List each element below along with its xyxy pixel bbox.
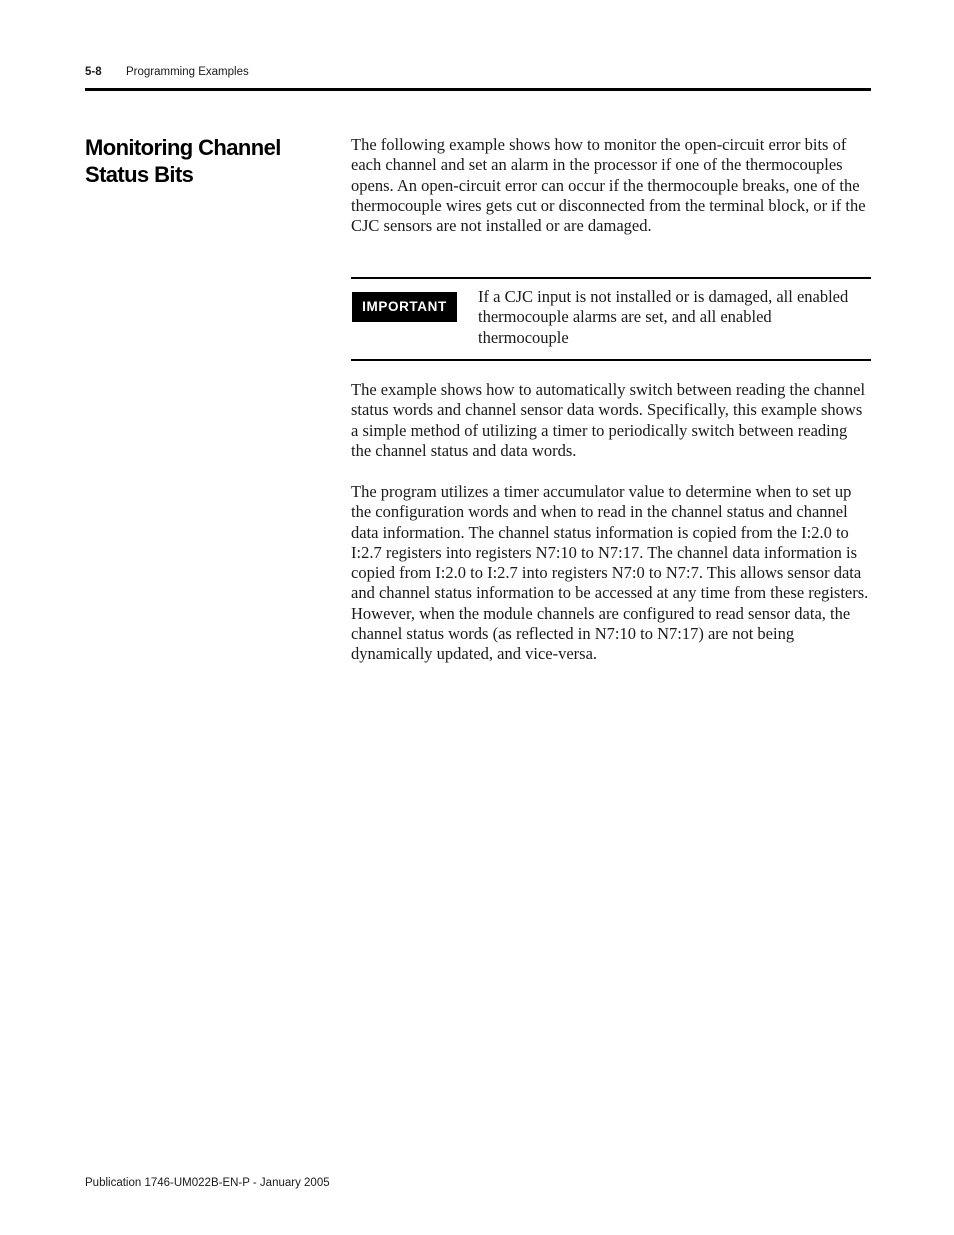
important-label: IMPORTANT (352, 292, 457, 322)
program-description-paragraph: The program utilizes a timer accumulator value to determine when to set up the configuration words and when to read in the channel status and channel data information. The channel status information is copied from the I:2.0 to I:2.7 registers into registers N7:10 to N7:17. The channel data information is copied from I:2.0 to I:2.7 into registers N7:0 to N7:7. This allows sensor data and channel status information to be accessed at any time from these registers. However, when the module channels are configured to read sensor data, the channel status words (as reflected in N7:10 to N7:17) are not being dynamically updated, and vice-versa. (351, 482, 869, 664)
important-text: If a CJC input is not installed or is damaged, all enabled thermocouple alarms are set, and all enabled thermocouple (478, 287, 849, 347)
header-divider (85, 88, 871, 91)
timer-switch-paragraph: The example shows how to automatically switch between reading the channel status words and channel sensor data words. Specifically, this example shows a simple method of utilizing a timer to periodically switch between reading the channel status and data words. (351, 380, 866, 460)
page-number: 5-8 (85, 66, 102, 78)
chapter-title: Programming Examples (126, 66, 249, 78)
section-heading: Monitoring Channel Status Bits (85, 135, 281, 187)
important-callout (351, 277, 871, 361)
page-header (85, 66, 871, 84)
intro-paragraph: The following example shows how to monitor the open-circuit error bits of each channel and set an alarm in the processor if one of the thermocouples opens. An open-circuit error can occur if the thermocouple breaks, one of the thermocouple wires gets cut or disconnected from the terminal block, or if the CJC sensors are not installed or are damaged. (351, 135, 866, 236)
publication-footer: Publication 1746-UM022B-EN-P - January 2005 (85, 1177, 330, 1189)
